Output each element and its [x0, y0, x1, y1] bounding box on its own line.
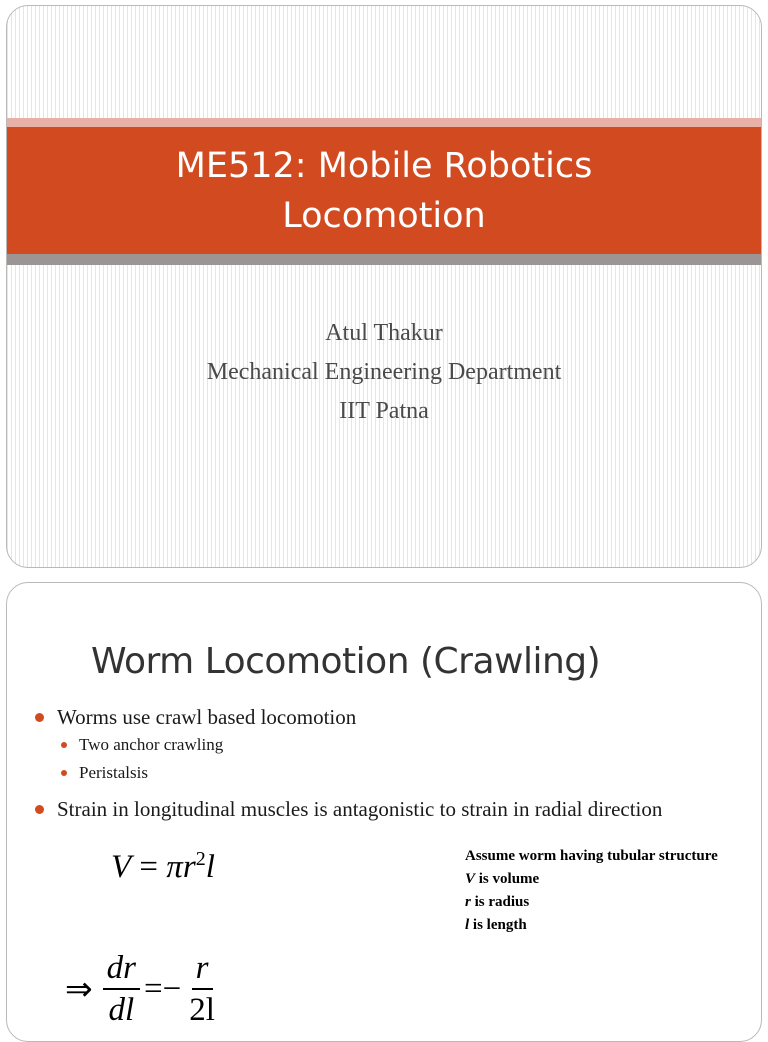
bullet-dot-icon [35, 805, 44, 814]
bullet-item [27, 703, 741, 731]
bullet-item [27, 795, 741, 823]
eq-equals: = [131, 849, 167, 885]
slide-title-line-1: ME512: Mobile Robotics [175, 145, 593, 186]
fraction-denominator: dl [108, 992, 135, 1028]
title-band-top-accent [7, 118, 761, 127]
bullet-list [27, 703, 741, 823]
title-slide [6, 5, 762, 568]
institute-name: IIT Patna [339, 398, 429, 424]
fraction-numerator: dr [103, 948, 140, 990]
fraction-left [103, 948, 140, 1030]
note-line [465, 914, 718, 937]
eq-exponent: 2 [195, 848, 206, 870]
derivative-equation [65, 948, 223, 1030]
note-symbol: r [465, 894, 471, 910]
note-symbol: l [465, 917, 470, 933]
eq-symbol-r: r [182, 849, 196, 885]
note-line [465, 868, 718, 891]
note-line [465, 891, 718, 914]
bullet-dot-icon [61, 770, 67, 776]
department-name: Mechanical Engineering Department [206, 359, 562, 385]
author-name: Atul Thakur [325, 320, 443, 346]
note-symbol: V [465, 871, 476, 887]
sub-bullet-text: Two anchor crawling [79, 735, 224, 754]
note-text: is radius [470, 894, 530, 910]
sub-bullet-item [27, 731, 741, 759]
bullet-dot-icon [35, 713, 44, 722]
sub-bullet-item [27, 759, 741, 787]
eq-symbol-l: l [205, 849, 215, 885]
fraction-denominator: 2l [189, 992, 215, 1028]
eq-symbol-pi: π [166, 849, 183, 885]
bullet-text: Worms use crawl based locomotion [57, 705, 357, 729]
eq-equals: = [144, 970, 163, 1007]
fraction-numerator: r [192, 948, 213, 990]
content-slide [6, 582, 762, 1042]
title-band-bottom-accent [7, 254, 761, 265]
eq-symbol-v: V [111, 849, 132, 885]
fraction-right [185, 948, 219, 1030]
slide-title-line-2: Locomotion [282, 195, 486, 236]
note-text: is volume [475, 871, 540, 887]
title-band [7, 127, 761, 254]
bullet-dot-icon [61, 742, 67, 748]
slide-title: Worm Locomotion (Crawling) [91, 641, 601, 682]
implies-symbol: ⇒ [65, 972, 93, 1008]
note-line: Assume worm having tubular structure [465, 848, 718, 864]
volume-equation [111, 848, 215, 886]
bullet-text: Strain in longitudinal muscles is antagonistic to strain in radial direction [57, 797, 663, 821]
sub-bullet-text: Peristalsis [79, 763, 148, 782]
note-text: is length [469, 917, 527, 933]
subtitle-block [7, 314, 761, 431]
assumption-notes [465, 845, 718, 937]
minus-sign: − [162, 970, 182, 1007]
